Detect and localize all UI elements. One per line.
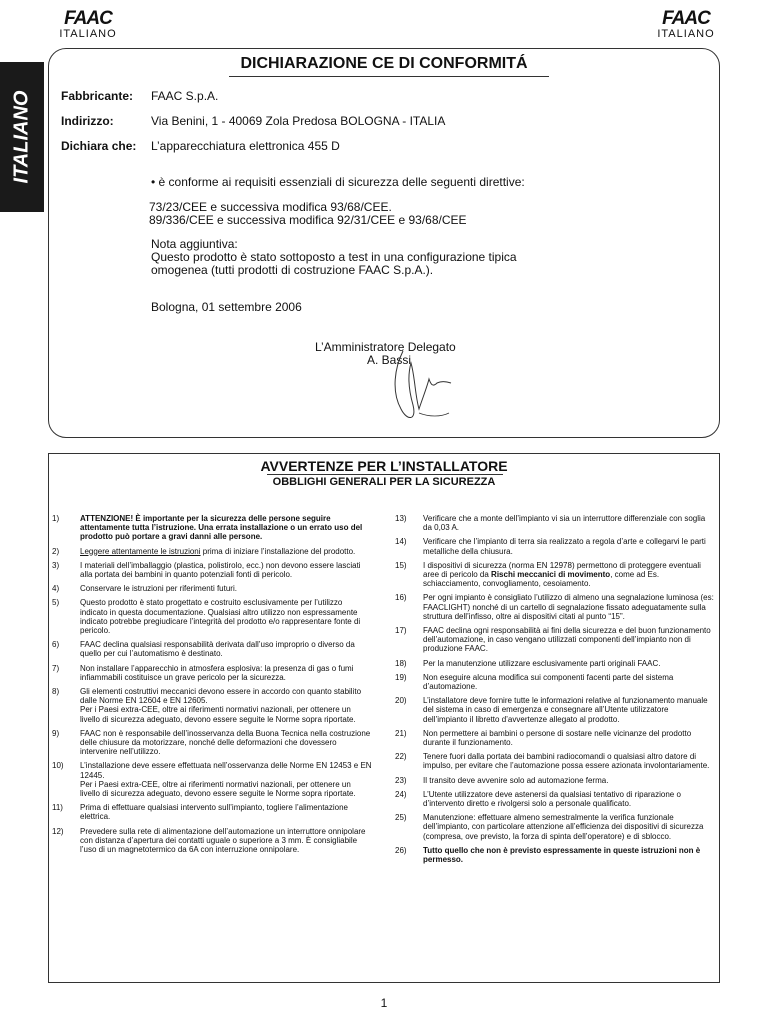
- note-line-2: omogenea (tutti prodotti di costruzione FAAC S.p.A.).: [151, 263, 434, 277]
- warning-item: [395, 537, 715, 555]
- warning-number: 9): [52, 728, 60, 738]
- warning-text: [423, 752, 715, 770]
- indirizzo-label: Indirizzo:: [61, 114, 114, 128]
- warning-text: [80, 761, 372, 779]
- warning-number: 21): [395, 728, 407, 738]
- warning-body: L’installazione deve essere effettuata nell’osservanza delle Norme EN 12453 e EN 12445.: [80, 761, 372, 780]
- warning-item: [52, 664, 372, 682]
- warning-text: [423, 846, 715, 864]
- warning-body: I materiali dell’imballaggio (plastica, polistirolo, ecc.) non devono essere lasciati alla portata dei bambini in quanto potenziali fonti di pericolo.: [80, 560, 361, 580]
- warning-item: [52, 803, 372, 821]
- warning-item: [395, 790, 715, 808]
- warning-text: [80, 827, 372, 855]
- warning-body: FAAC non è responsabile dell’inosservanza della Buona Tecnica nella costruzione delle chiusure da motorizzare, nonché delle deformazioni che dovessero intervenire nell’utilizzo.: [80, 728, 371, 757]
- warning-number: 20): [395, 696, 407, 706]
- warning-text: [423, 673, 715, 691]
- warning-text: [80, 547, 372, 556]
- warning-body: Non installare l’apparecchio in atmosfera esplosiva: la presenza di gas o fumi infiammabili costituisce un grave pericolo per la sicurezza.: [80, 663, 354, 682]
- warning-item: [395, 626, 715, 654]
- warnings-title: AVVERTENZE PER L’INSTALLATORE: [260, 458, 508, 474]
- warning-item: [395, 659, 715, 668]
- declaration-box: [48, 48, 720, 438]
- warning-number: 12): [52, 826, 64, 836]
- warning-text: [423, 776, 715, 785]
- warning-text: [423, 659, 715, 668]
- faac-logo-left: [48, 10, 128, 40]
- warning-item: [52, 584, 372, 593]
- warning-body: FAAC declina qualsiasi responsabilità derivata dall’uso improprio o diverso da quello per cui l’automatismo è destinato.: [80, 640, 355, 659]
- warning-item: [52, 598, 372, 635]
- brand-name: FAAC: [662, 8, 710, 29]
- warning-item: [395, 514, 715, 532]
- faac-logo-right: [646, 10, 726, 40]
- warning-text: [423, 561, 715, 589]
- page-number: 1: [380, 996, 388, 1010]
- warning-body: Prevedere sulla rete di alimentazione dell’automazione un interruttore onnipolare con distanza d’apertura dei contatti uguale o superiore a 3 mm. È consigliabile l’uso di un magnetotermico da 6A con interruzione onnipolare.: [80, 826, 366, 855]
- warning-number: 13): [395, 514, 407, 523]
- signatory-name: A. Bassi: [367, 353, 412, 367]
- warning-text: [423, 813, 715, 841]
- warning-number: 11): [52, 803, 63, 813]
- directive-1: 73/23/CEE e successiva modifica 93/68/CEE.: [149, 200, 392, 214]
- warning-number: 16): [395, 593, 407, 603]
- warning-number: 18): [395, 658, 407, 668]
- warning-text: [80, 561, 372, 579]
- warning-body: Per la manutenzione utilizzare esclusivamente parti originali FAAC.: [423, 658, 661, 668]
- warning-body: Tenere fuori dalla portata dei bambini radiocomandi o qualsiasi altro datore di impulso, per evitare che l’automazione possa essere azionata involontariamente.: [423, 752, 710, 771]
- warning-body: FAAC declina ogni responsabilità ai fini della sicurezza e del buon funzionamento dell’automazione, in caso vengano utilizzati componenti dell’impianto non di produzione FAAC.: [423, 626, 711, 654]
- warning-body: L’installatore deve fornire tutte le informazioni relative al funzionamento manuale del sistema in caso di emergenza e consegnare all’Utente utilizzatore dell’impianto il libretto d’avvertenze allegato al prodotto.: [423, 696, 708, 724]
- fabbricante-label: Fabbricante:: [61, 89, 134, 103]
- warnings-title-divider: [267, 474, 503, 475]
- warning-item: [52, 761, 372, 798]
- warning-body: Prima di effettuare qualsiasi intervento sull’impianto, togliere l’alimentazione elettrica.: [80, 803, 348, 822]
- indirizzo-value: Via Benini, 1 - 40069 Zola Predosa BOLOGNA - ITALIA: [151, 114, 446, 128]
- note-title: Nota aggiuntiva:: [151, 237, 238, 251]
- warning-item: [395, 729, 715, 747]
- note-line-1: Questo prodotto è stato sottoposto a test in una configurazione tipica: [151, 250, 517, 264]
- warning-number: 23): [395, 775, 407, 785]
- warning-underlined-text: Leggere attentamente le istruzioni: [80, 546, 201, 556]
- warning-number: 22): [395, 752, 407, 762]
- warning-bold-text: Rischi meccanici di movimento: [491, 570, 611, 580]
- warning-number: 3): [52, 560, 60, 570]
- warning-body: I dispositivi di sicurezza (norma EN 12978) permettono di proteggere eventuali aree di pericolo da: [423, 560, 701, 580]
- warning-number: 25): [395, 813, 407, 823]
- warnings-right-column: [395, 514, 715, 869]
- warning-item: [52, 640, 372, 658]
- warning-number: 24): [395, 789, 407, 799]
- side-tab-label: ITALIANO: [10, 90, 33, 184]
- warning-item: [395, 593, 715, 621]
- warning-text: [80, 514, 372, 542]
- warning-body: Tutto quello che non è previsto espressamente in queste istruzioni non è permesso.: [423, 845, 701, 865]
- warning-number: 14): [395, 537, 407, 547]
- warning-text: [80, 584, 372, 593]
- warning-body: Questo prodotto è stato progettato e costruito esclusivamente per l’utilizzo indicato in questa documentazione. Qualsiasi altro utilizzo non espressamente indicato potrebbe pregiudicare l’integrità del prodotto e/o rappresentare fonte di pericolo.: [80, 598, 361, 636]
- warning-text: [423, 626, 715, 654]
- warning-item: [52, 827, 372, 855]
- warning-text: [80, 598, 372, 635]
- warning-text: [423, 696, 715, 724]
- warning-text: [80, 803, 372, 821]
- title-divider: [229, 76, 549, 77]
- warning-number: 15): [395, 560, 407, 570]
- warning-number: 5): [52, 598, 60, 608]
- warning-body: Manutenzione: effettuare almeno semestralmente la verifica funzionale dell’impianto, con particolare attenzione all’efficienza dei dispositivi di sicurezza (compresa, ove previsto, la forza di spinta dell’operatore) e di sblocco.: [423, 813, 704, 841]
- warning-body: Il transito deve avvenire solo ad automazione ferma.: [423, 775, 609, 785]
- warning-body: ATTENZIONE! È importante per la sicurezza delle persone seguire attentamente tutta l’istruzione. Una errata installazione o un errato uso del prodotto può portare a gravi danni alle persone.: [80, 514, 363, 542]
- warning-number: 6): [52, 640, 60, 650]
- warning-item: [395, 846, 715, 864]
- warning-body: Per ogni impianto è consigliato l’utilizzo di almeno una segnalazione luminosa (es: FAACLIGHT) nonché di un cartello di segnalazione fissato adeguatamente sulla struttura dell’infisso, oltre ai dispositivi citati al punto “15”.: [423, 593, 714, 621]
- language-label: ITALIANO: [59, 28, 117, 40]
- warning-number: 4): [52, 584, 60, 594]
- warning-item: [395, 696, 715, 724]
- language-label: ITALIANO: [657, 28, 715, 40]
- warning-number: 1): [52, 514, 60, 523]
- warnings-subtitle: OBBLIGHI GENERALI PER LA SICUREZZA: [272, 476, 496, 488]
- warning-number: 10): [52, 761, 64, 771]
- handwritten-signature: [389, 347, 459, 425]
- warning-text: [80, 664, 372, 682]
- warning-text: [423, 729, 715, 747]
- warning-text: [423, 537, 715, 555]
- warning-item: [52, 729, 372, 757]
- warning-item: [395, 673, 715, 691]
- warning-body: L’Utente utilizzatore deve astenersi da qualsiasi tentativo di riparazione o d’intervento diretto e rivolgersi solo a personale qualificato.: [423, 789, 681, 809]
- language-side-tab: [0, 62, 44, 212]
- warning-body: Gli elementi costruttivi meccanici devono essere in accordo con quanto stabilito dalle Norme EN 12604 e EN 12605.: [80, 687, 362, 706]
- warning-extra-text: Per i Paesi extra-CEE, oltre ai riferimenti normativi nazionali, per ottenere un livello di sicurezza adeguato, devono essere seguite le Norme sopra riportate.: [80, 705, 356, 724]
- conformity-statement: • è conforme ai requisiti essenziali di sicurezza delle seguenti direttive:: [151, 175, 525, 189]
- warning-number: 2): [52, 546, 60, 556]
- place-date: Bologna, 01 settembre 2006: [151, 300, 302, 314]
- warning-number: 8): [52, 687, 60, 697]
- warning-number: 7): [52, 663, 60, 673]
- warning-item: [52, 514, 372, 542]
- warning-body-continued: , come ad Es. schiacciamento, convogliamento, cesoiamento.: [423, 570, 660, 589]
- warnings-box: [48, 453, 720, 983]
- warning-text: [80, 687, 372, 705]
- warning-number: 17): [395, 626, 407, 636]
- warning-extra-text: Per i Paesi extra-CEE, oltre ai riferimenti normativi nazionali, per ottenere un livello di sicurezza adeguato, devono essere seguite le Norme sopra riportate.: [80, 779, 356, 799]
- declaration-title: DICHIARAZIONE CE DI CONFORMITÁ: [240, 55, 528, 72]
- warning-text: [423, 593, 715, 621]
- dichiara-label: Dichiara che:: [61, 139, 137, 153]
- warning-text: [80, 640, 372, 658]
- warning-body: Non permettere ai bambini o persone di sostare nelle vicinanze del prodotto durante il funzionamento.: [423, 728, 692, 748]
- warning-item: [395, 561, 715, 589]
- warning-item: [395, 776, 715, 785]
- warning-number: 26): [395, 845, 407, 855]
- warning-body: Non eseguire alcuna modifica sui componenti facenti parte del sistema d’automazione.: [423, 672, 674, 692]
- warning-body: Conservare le istruzioni per riferimenti futuri.: [80, 584, 237, 594]
- warning-item: [52, 687, 372, 724]
- warning-text: [80, 729, 372, 757]
- warning-text: [423, 514, 715, 532]
- signatory-role: L’Amministratore Delegato: [315, 340, 456, 354]
- warning-item: [52, 561, 372, 579]
- brand-name: FAAC: [64, 8, 112, 29]
- warning-text: [423, 790, 715, 808]
- warning-number: 19): [395, 672, 407, 682]
- warning-item: [395, 813, 715, 841]
- warnings-left-column: [52, 514, 372, 859]
- warning-body: Verificare che a monte dell’impianto vi sia un interruttore differenziale con soglia da 0,03 A.: [423, 514, 706, 533]
- dichiara-value: L’apparecchiatura elettronica 455 D: [151, 139, 340, 153]
- warning-item: [52, 547, 372, 556]
- warning-body: Verificare che l’impianto di terra sia realizzato a regola d’arte e collegarvi le parti metalliche della chiusura.: [423, 537, 706, 556]
- warning-body: prima di iniziare l’installazione del prodotto.: [200, 546, 356, 556]
- directive-2: 89/336/CEE e successiva modifica 92/31/CEE e 93/68/CEE: [149, 213, 467, 227]
- fabbricante-value: FAAC S.p.A.: [151, 89, 219, 103]
- warning-item: [395, 752, 715, 770]
